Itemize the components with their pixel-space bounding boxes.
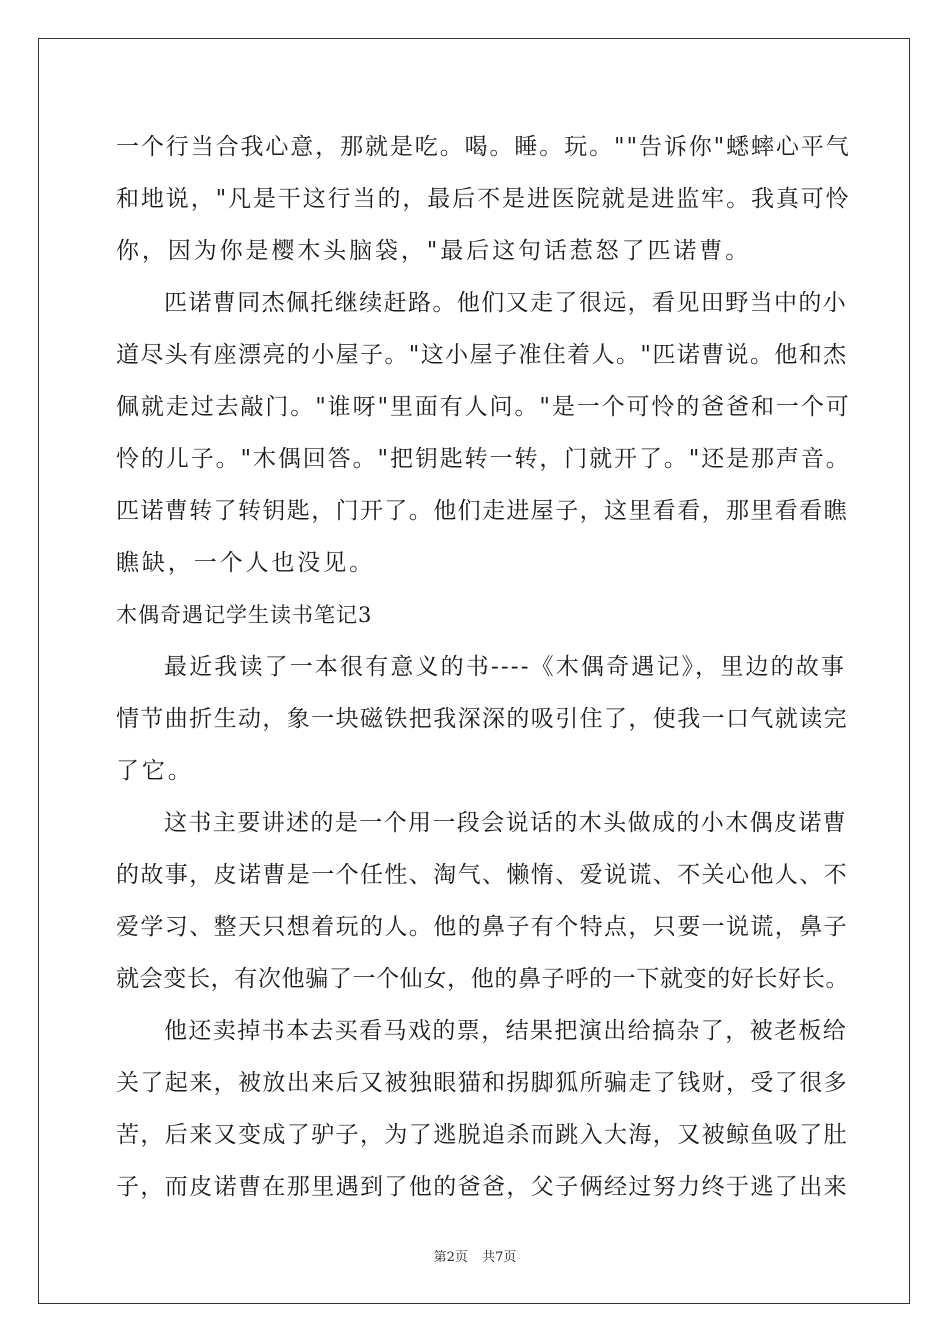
- text-line: 和地说，"凡是干这行当的，最后不是进医院就是进监牢。我真可怜: [116, 186, 851, 212]
- text-line: 苦，后来又变成了驴子，为了逃脱追杀而跳入大海，又被鲸鱼吸了肚: [116, 1122, 848, 1148]
- text-line: 子，而皮诺曹在那里遇到了他的爸爸，父子俩经过努力终于逃了出来: [116, 1174, 848, 1200]
- text-line: 道尽头有座漂亮的小屋子。"这小屋子准住着人。"匹诺曹说。他和杰: [116, 342, 848, 368]
- text-line: 佩就走过去敲门。"谁呀"里面有人问。"是一个可怜的爸爸和一个可: [116, 394, 851, 420]
- text-line: 他还卖掉书本去买看马戏的票，结果把演出给搞杂了，被老板给: [164, 1018, 848, 1044]
- text-line: 的故事，皮诺曹是一个任性、淘气、懒惰、爱说谎、不关心他人、不: [116, 862, 848, 888]
- page-total: 共7页: [482, 1250, 517, 1265]
- text-line: 你，因为你是樱木头脑袋，"最后这句话惹怒了匹诺曹。: [116, 238, 752, 264]
- text-line: 匹诺曹转了转钥匙，门开了。他们走进屋子，这里看看，那里看看瞧: [116, 498, 848, 524]
- text-line: 情节曲折生动，象一块磁铁把我深深的吸引住了，使我一口气就读完: [116, 706, 848, 732]
- text-line: 就会变长，有次他骗了一个仙女，他的鼻子呼的一下就变的好长好长。: [116, 966, 850, 992]
- page-number: 第2页: [433, 1250, 468, 1265]
- text-line: 匹诺曹同杰佩托继续赶路。他们又走了很远，看见田野当中的小: [164, 290, 848, 316]
- text-line: 瞧缺，一个人也没见。: [116, 550, 375, 576]
- document-body: [116, 125, 851, 1217]
- text-line: 一个行当合我心意，那就是吃。喝。睡。玩。""告诉你"蟋蟀心平气: [116, 134, 851, 160]
- text-line: 怜的儿子。"木偶回答。"把钥匙转一转，门就开了。"还是那声音。: [116, 446, 851, 472]
- page-footer: [0, 1246, 950, 1265]
- text-line: 爱学习、整天只想着玩的人。他的鼻子有个特点，只要一说谎，鼻子: [116, 914, 848, 940]
- text-line: 了它。: [116, 758, 194, 784]
- text-line: 这书主要讲述的是一个用一段会说话的木头做成的小木偶皮诺曹: [164, 810, 848, 836]
- text-line: 最近我读了一本很有意义的书----《木偶奇遇记》，里边的故事: [164, 654, 847, 680]
- section-heading: 木偶奇遇记学生读书笔记3: [116, 603, 373, 627]
- text-line: 关了起来，被放出来后又被独眼猫和拐脚狐所骗走了钱财，受了很多: [116, 1070, 848, 1096]
